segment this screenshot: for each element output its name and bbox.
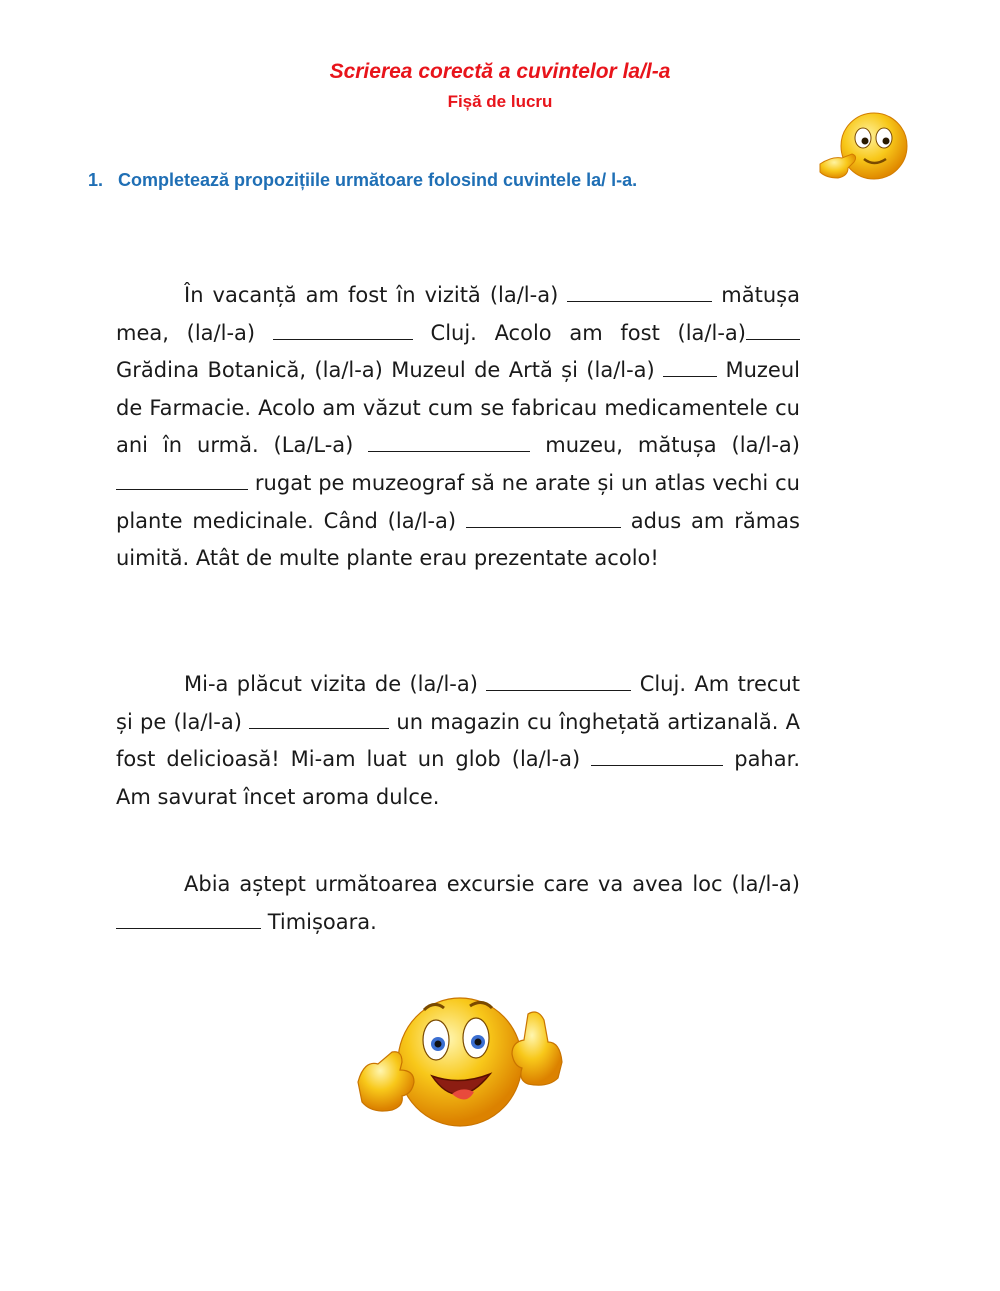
answer-blank[interactable] [466,509,621,528]
paragraph-1 [116,277,800,578]
answer-blank[interactable] [116,471,248,490]
pointing-smiley-icon [818,112,912,188]
answer-blank[interactable] [249,710,389,729]
text-segment: Mi-a plăcut vizita de (la/l-a) [184,672,478,696]
paragraph-3 [116,866,800,941]
task-number: 1. [88,170,104,190]
worksheet-title: Scrierea corectă a cuvintelor la/l-a [329,60,671,83]
answer-blank[interactable] [486,672,631,691]
text-segment: Timișoara. [267,909,377,934]
text-segment: mătușa mea, (la/l-a) [116,283,800,345]
text-segment: rugat pe muzeograf să ne arate și un atlas vechi cu plante medicinale. Când (la/l-a) [116,470,800,533]
text-segment: În vacanță am fost în vizită (la/l-a) [184,283,559,307]
answer-blank[interactable] [116,910,261,929]
text-segment: muzeu, mătușa (la/l-a) [545,433,800,458]
answer-blank[interactable] [273,321,413,340]
text-segment: Grădina Botanică, (la/l-a) Muzeul de Artă și (la/l-a) [116,358,655,383]
text-segment: pahar. Am savurat încet aroma dulce. [116,747,800,809]
text-segment: Cluj. Acolo am fost (la/l-a) [430,320,746,345]
task-text: Completează propozițiile următoare folosind cuvintele la/ l-a. [118,170,638,190]
text-segment: adus am rămas uimită. Atât de multe plante erau prezentate acolo! [116,508,800,571]
thumbs-up-smiley-icon [352,990,572,1136]
paragraph-2 [116,666,800,816]
worksheet-subtitle: Fișă de lucru [447,92,553,111]
text-segment: Muzeul de Farmacie. Acolo am văzut cum se fabricau medicamentele cu ani în urmă. (La/L-a) [116,358,800,458]
answer-blank[interactable] [368,433,530,452]
answer-blank[interactable] [746,321,800,340]
answer-blank[interactable] [591,747,723,766]
text-segment: Cluj. Am trecut și pe (la/l-a) [116,672,800,734]
text-segment: Abia aștept următoarea excursie care va avea loc (la/l-a) [184,872,800,896]
answer-blank[interactable] [663,358,717,377]
task-instruction [88,170,637,191]
answer-blank[interactable] [567,283,712,302]
text-segment: un magazin cu înghețată artizanală. A fost delicioasă! Mi-am luat un glob (la/l-a) [116,709,800,772]
